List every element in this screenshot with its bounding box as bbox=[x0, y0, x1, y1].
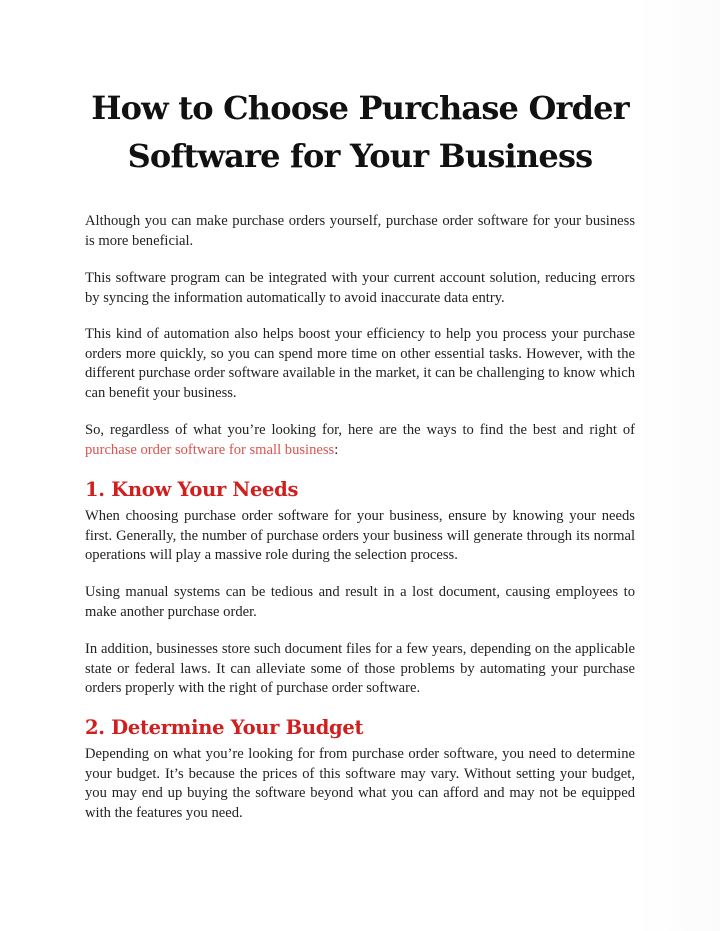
intro-paragraph-2: This software program can be integrated with your current account solution, reducing errors by syncing the information automatically to avoid inaccurate data entry. bbox=[85, 270, 635, 306]
section-heading-budget: 2. Determine Your Budget bbox=[85, 716, 364, 739]
know-needs-paragraph-1: When choosing purchase order software for your business, ensure by knowing your needs first. Generally, the number of purchase orders your business will generate through its normal operations will play a massive role during the selection process. bbox=[85, 508, 635, 563]
know-needs-paragraph-3: In addition, businesses store such document files for a few years, depending on the applicable state or federal laws. It can alleviate some of those problems by automating your purchase orders properly with the right of purchase order software. bbox=[85, 641, 635, 696]
page-title bbox=[85, 84, 635, 180]
title-line-2: Software for Your Business bbox=[127, 137, 593, 175]
budget-paragraph-1: Depending on what you’re looking for from purchase order software, you need to determine your budget. It’s because the prices of this software may vary. Without setting your budget, you may end up buying the software beyond what you can afford and may not be equipped with the features you need. bbox=[85, 746, 635, 821]
know-needs-paragraph-2: Using manual systems can be tedious and result in a lost document, causing employees to make another purchase order. bbox=[85, 584, 635, 620]
section-heading-know-needs: 1. Know Your Needs bbox=[85, 478, 299, 501]
lead-in-paragraph bbox=[85, 421, 635, 460]
intro-paragraph-1: Although you can make purchase orders yourself, purchase order software for your business is more beneficial. bbox=[85, 213, 635, 249]
small-business-software-link[interactable]: purchase order software for small business bbox=[85, 441, 335, 458]
lead-in-colon: : bbox=[334, 441, 339, 458]
page-edge-shade bbox=[635, 0, 720, 931]
lead-in-text: So, regardless of what you’re looking for, here are the ways to find the best and right of bbox=[85, 422, 635, 438]
title-line-1: How to Choose Purchase Order bbox=[91, 89, 629, 127]
intro-paragraph-3: This kind of automation also helps boost your efficiency to help you process your purchase orders more quickly, so you can spend more time on other essential tasks. However, with the different purchase order software available in the market, it can be challenging to know which can benefit your business. bbox=[85, 326, 635, 401]
